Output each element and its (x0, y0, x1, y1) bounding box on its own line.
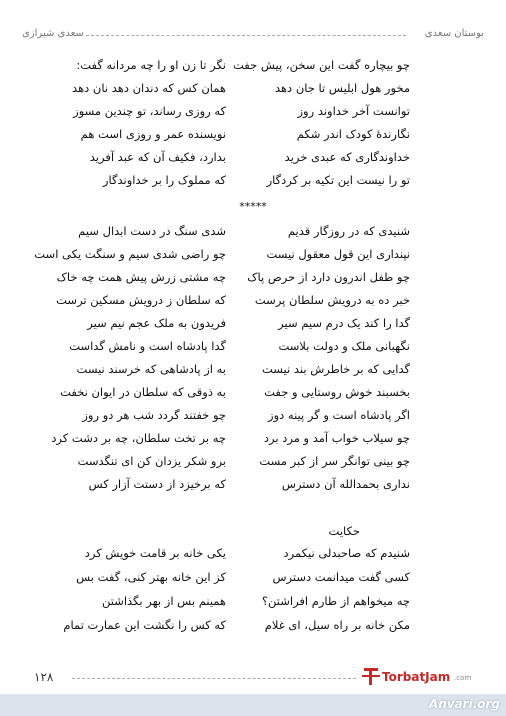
first-hemistich: نپنداری این قول معقول نیست (266, 247, 410, 261)
second-hemistich: که روزی رساند، تو چندین مسوز (73, 104, 226, 118)
second-hemistich: که مملوک را بر خداوندگار (102, 173, 226, 187)
first-hemistich: چو بیچاره گفت این سخن، پیش جفت (233, 58, 410, 72)
logo-domain: .com (454, 674, 472, 682)
verse-row (0, 339, 506, 357)
header-rule (86, 35, 406, 36)
second-hemistich: شدی سنگ در دست ابدال سیم (78, 224, 226, 238)
first-hemistich: چه میخواهم از طارم افراشتن؟ (261, 594, 410, 608)
first-hemistich: نگهبانی ملک و دولت بلاست (278, 339, 410, 353)
first-hemistich: چو سیلاب خواب آمد و مرد برد (263, 431, 410, 445)
first-hemistich: مخور هول ابلیس تا جان دهد (274, 81, 410, 95)
verse-row (0, 618, 506, 636)
first-hemistich: کسی گفت میدانمت دسترس (272, 570, 410, 584)
watermark-bar (0, 694, 506, 716)
page-header (22, 26, 484, 44)
verse-row (0, 316, 506, 334)
second-hemistich: چه بر تخت سلطان، چه بر دشت کرد (51, 431, 226, 445)
first-hemistich: مکن خانه بر راه سیل، ای غلام (264, 618, 410, 632)
first-hemistich: توانست آخر خداوند روز (297, 104, 410, 118)
verse-row (0, 81, 506, 99)
verse-row (0, 408, 506, 426)
verse-row (0, 477, 506, 495)
author-name: سعدی شیرازی (22, 28, 84, 39)
section-separator: ***** (239, 200, 267, 213)
second-hemistich: همینم بس از بهر بگذاشتن (101, 594, 226, 608)
second-hemistich: نگر تا زن او را چه مردانه گفت: (76, 58, 226, 72)
first-hemistich: خبر ده به درویش سلطان پرست (254, 293, 410, 307)
second-hemistich: همان کس که دندان دهد نان دهد (72, 81, 226, 95)
first-hemistich: شنیدی که در روزگار قدیم (287, 224, 410, 238)
verse-row (0, 104, 506, 122)
first-hemistich: گدا را کند یک درم سیم سیر (278, 316, 410, 330)
site-logo (362, 666, 486, 688)
second-hemistich: گدا پادشاه است و نامش گداست (69, 339, 226, 353)
page-number: ۱۲۸ (34, 670, 54, 684)
verse-row (0, 293, 506, 311)
first-hemistich: شنیدم که صاحبدلی نیکمرد (283, 546, 410, 560)
logo-mark-icon (362, 666, 380, 686)
first-hemistich: چو طفل اندرون دارد از حرص پاک (247, 270, 410, 284)
second-hemistich: چه مشتی زرش پیش همت چه خاک (56, 270, 226, 284)
verse-row (0, 173, 506, 191)
page-footer (20, 668, 486, 690)
story-heading: حکایت (328, 524, 360, 538)
second-hemistich: نویسنده عمر و روزی است هم (80, 127, 226, 141)
second-hemistich: یکی خانه بر قامت خویش کرد (84, 546, 226, 560)
second-hemistich: که برخیزد از دستت آزار کس (88, 477, 226, 491)
verse-row (0, 150, 506, 168)
second-hemistich: به ذوقی که سلطان در ایوان نخفت (60, 385, 226, 399)
verse-row (0, 431, 506, 449)
second-hemistich: به از پادشاهی که خرسند نیست (76, 362, 226, 376)
footer-rule (72, 678, 356, 679)
first-hemistich: نگارندهٔ کودک اندر شکم (296, 127, 410, 141)
second-hemistich: چو راضی شدی سیم و سنگت یکی است (34, 247, 226, 261)
second-hemistich: برو شکر یزدان کن ای تنگدست (77, 454, 226, 468)
verse-row (0, 570, 506, 588)
first-hemistich: گدایی که بر خاطرش بند نیست (261, 362, 410, 376)
verse-row (0, 546, 506, 564)
verse-row (0, 127, 506, 145)
first-hemistich: خداوندگاری که عبدی خرید (284, 150, 410, 164)
second-hemistich: کز این خانه بهتر کنی، گفت بس (76, 570, 226, 584)
first-hemistich: بخسبند خوش روستایی و جفت (264, 385, 410, 399)
first-hemistich: نداری بحمدالله آن دسترس (281, 477, 410, 491)
verse-row (0, 362, 506, 380)
book-title: بوستان سعدی (424, 28, 484, 39)
first-hemistich: چو بینی توانگر سر از کبر مست (259, 454, 410, 468)
verse-row (0, 247, 506, 265)
verse-row (0, 594, 506, 612)
second-hemistich: چو خفتند گردد شب هر دو روز (82, 408, 226, 422)
verse-row (0, 58, 506, 76)
verse-row (0, 385, 506, 403)
second-hemistich: فریدون به ملک عجم نیم سیر (87, 316, 226, 330)
second-hemistich: بدارد، فکیف آن که عبد آفرید (89, 150, 226, 164)
second-hemistich: که سلطان ز درویش مسکین ترست (56, 293, 226, 307)
verse-row (0, 224, 506, 242)
first-hemistich: اگر پادشاه است و گر پینه دوز (268, 408, 410, 422)
second-hemistich: که کس را نگشت این عمارت تمام (63, 618, 226, 632)
first-hemistich: تو را نیست این تکیه بر کردگار (266, 173, 410, 187)
verse-row (0, 270, 506, 288)
verse-row (0, 454, 506, 472)
logo-name: TorbatJam (382, 670, 451, 684)
watermark-text: Anvari.org (428, 697, 500, 711)
